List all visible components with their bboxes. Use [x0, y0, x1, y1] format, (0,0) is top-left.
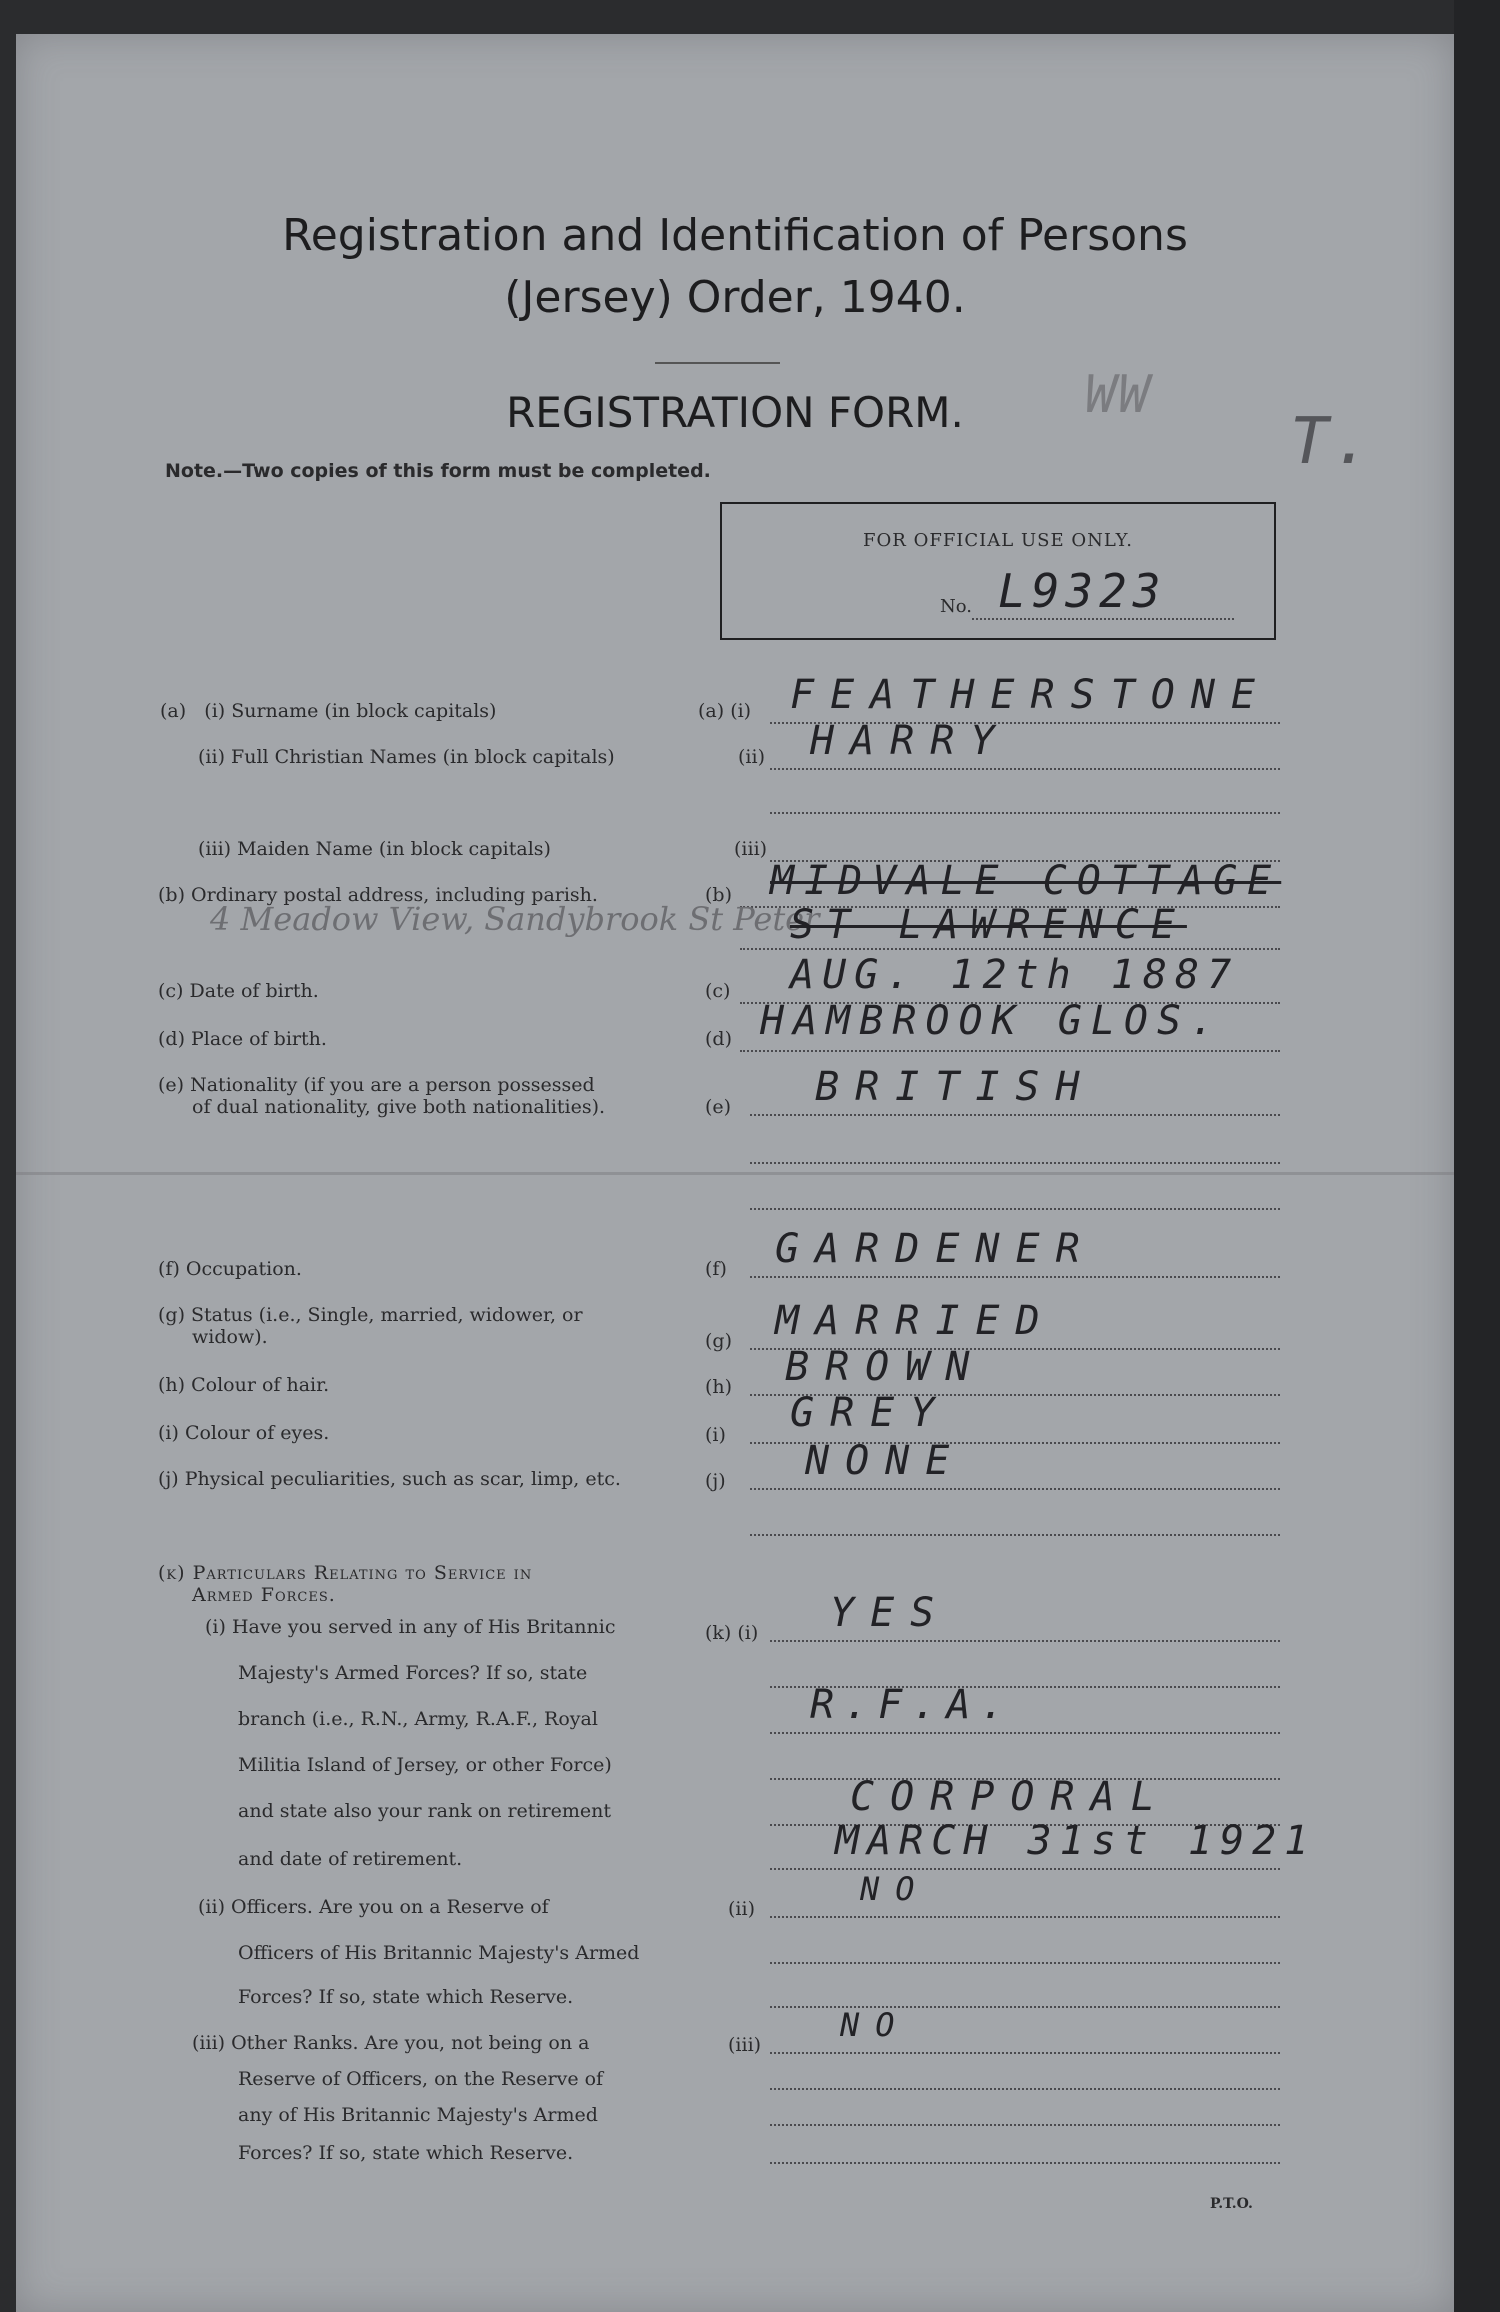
other-ranks-right-marker: (iii) — [728, 2034, 762, 2056]
pto-label: P.T.O. — [1210, 2196, 1253, 2212]
hair-right-marker: (h) — [705, 1376, 733, 1398]
pob-label: (d) Place of birth. — [158, 1028, 327, 1050]
dob-value: AUG. 12th 1887 — [790, 952, 1240, 998]
other-ranks-line1: (iii) Other Ranks. Are you, not being on a — [192, 2032, 590, 2054]
other-ranks-line4: Forces? If so, state which Reserve. — [238, 2142, 574, 2164]
address-right-marker: (b) — [705, 884, 732, 906]
service-i-right-marker: (k) (i) — [705, 1622, 759, 1644]
peculiarities-right-marker: (j) — [705, 1470, 726, 1492]
peculiarities-label: (j) Physical peculiarities, such as scar, limp, etc. — [158, 1468, 621, 1490]
official-no-label: No. — [940, 596, 972, 617]
surname-label: (i) Surname (in block capitals) — [204, 700, 497, 722]
occupation-value: GARDENER — [775, 1226, 1096, 1272]
handwritten-new-address: 4 Meadow View, Sandybrook St Peter — [210, 900, 820, 938]
service-i-line3: branch (i.e., R.N., Army, R.A.F., Royal — [238, 1708, 598, 1730]
officers-answer: NO — [860, 1870, 931, 1908]
peculiarities-value: NONE — [805, 1438, 966, 1484]
officers-line3: Forces? If so, state which Reserve. — [238, 1986, 574, 2008]
service-i-line2: Majesty's Armed Forces? If so, state — [238, 1662, 588, 1684]
status-label-line2: widow). — [192, 1326, 268, 1348]
official-use-box — [720, 502, 1276, 640]
scan-edge — [1454, 0, 1500, 2312]
served-answer: YES — [830, 1590, 951, 1636]
nationality-value: BRITISH — [815, 1064, 1096, 1110]
service-i-line6: and date of retirement. — [238, 1848, 463, 1870]
surname-value: FEATHERSTONE — [790, 672, 1271, 718]
status-right-marker: (g) — [705, 1330, 732, 1352]
service-heading-line1: (k) Particulars Relating to Service in — [158, 1562, 533, 1584]
other-ranks-line2: Reserve of Officers, on the Reserve of — [238, 2068, 604, 2090]
service-heading-line2: Armed Forces. — [192, 1584, 336, 1606]
annotation-letter: T. — [1290, 405, 1376, 479]
other-ranks-answer: NO — [840, 2006, 911, 2044]
form-title-line1: Registration and Identification of Persons — [282, 210, 1188, 261]
eyes-label: (i) Colour of eyes. — [158, 1422, 330, 1444]
hair-value: BROWN — [785, 1344, 986, 1390]
dob-label: (c) Date of birth. — [158, 980, 319, 1002]
nationality-label-line2: of dual nationality, give both nationalities). — [192, 1096, 606, 1118]
official-no-value: L9323 — [998, 564, 1167, 618]
retirement-date-value: MARCH 31st 1921 — [835, 1818, 1317, 1864]
annotation-initials: WW — [1085, 365, 1152, 425]
christian-names-value: HARRY — [810, 718, 1011, 764]
service-branch-value: R.F.A. — [810, 1682, 1015, 1728]
hair-label: (h) Colour of hair. — [158, 1374, 330, 1396]
nationality-right-marker: (e) — [705, 1096, 732, 1118]
pob-value: HAMBROOK GLOS. — [760, 998, 1224, 1044]
address-value-line2: ST LAWRENCE — [790, 902, 1187, 948]
status-value: MARRIED — [775, 1298, 1056, 1344]
status-label-line1: (g) Status (i.e., Single, married, widower, or — [158, 1304, 583, 1326]
address-value-line1: MIDVALE COTTAGE — [770, 858, 1282, 904]
form-title-line2: (Jersey) Order, 1940. — [504, 272, 966, 323]
pob-right-marker: (d) — [705, 1028, 732, 1050]
officers-right-marker: (ii) — [728, 1898, 755, 1920]
surname-right-marker: (a) (i) — [698, 700, 752, 722]
occupation-label: (f) Occupation. — [158, 1258, 302, 1280]
address-label: (b) Ordinary postal address, including parish. — [158, 884, 598, 906]
maiden-name-label: (iii) Maiden Name (in block capitals) — [198, 838, 551, 860]
christian-names-right-marker: (ii) — [738, 746, 765, 768]
official-use-heading: FOR OFFICIAL USE ONLY. — [863, 530, 1133, 551]
title-divider — [655, 362, 780, 364]
service-i-line4: Militia Island of Jersey, or other Force) — [238, 1754, 612, 1776]
field-a-marker: (a) — [160, 700, 187, 722]
officers-line2: Officers of His Britannic Majesty's Armed — [238, 1942, 640, 1964]
officers-line1: (ii) Officers. Are you on a Reserve of — [198, 1896, 549, 1918]
nationality-label-line1: (e) Nationality (if you are a person possessed — [158, 1074, 595, 1096]
maiden-name-right-marker: (iii) — [734, 838, 768, 860]
registration-form-heading: REGISTRATION FORM. — [506, 388, 964, 437]
other-ranks-line3: any of His Britannic Majesty's Armed — [238, 2104, 598, 2126]
fold-line — [16, 1172, 1454, 1175]
christian-names-label: (ii) Full Christian Names (in block capitals) — [198, 746, 615, 768]
eyes-right-marker: (i) — [705, 1424, 726, 1446]
dob-right-marker: (c) — [705, 980, 731, 1002]
service-i-line5: and state also your rank on retirement — [238, 1800, 611, 1822]
note-text: Note.—Two copies of this form must be completed. — [165, 460, 711, 482]
eyes-value: GREY — [790, 1390, 951, 1436]
service-i-line1: (i) Have you served in any of His Britannic — [205, 1616, 616, 1638]
occupation-right-marker: (f) — [705, 1258, 727, 1280]
service-rank-value: CORPORAL — [850, 1774, 1171, 1820]
